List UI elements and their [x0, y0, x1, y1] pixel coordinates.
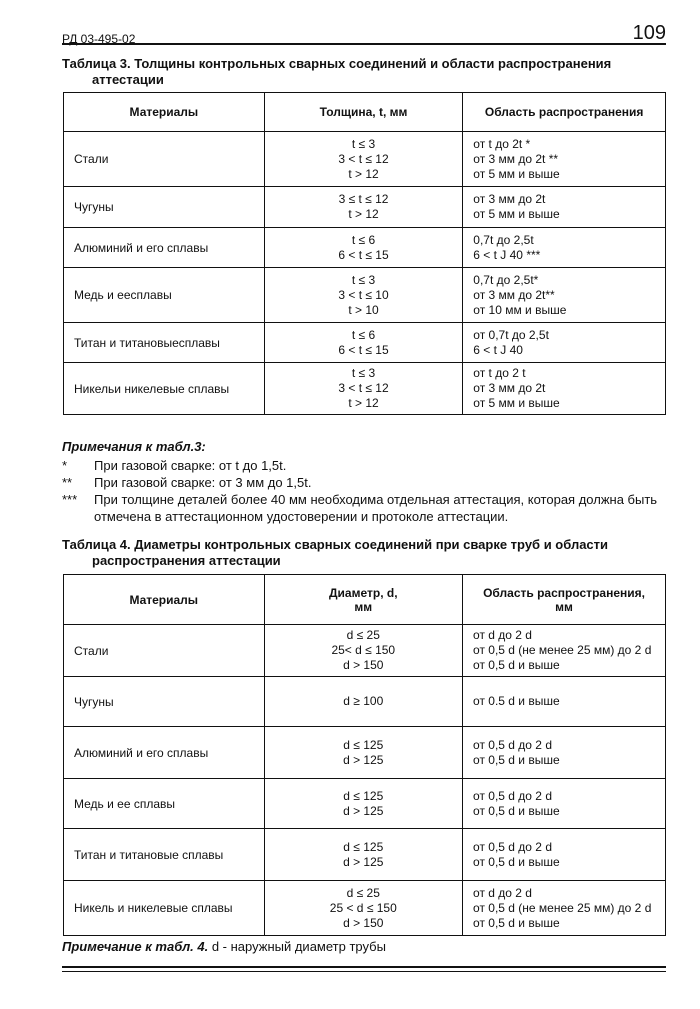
area-cell-line: от 3 мм до 2t ** — [473, 151, 559, 166]
col-header-area — [463, 575, 666, 625]
table3-notes — [62, 438, 666, 525]
diameter-cell-line: d ≤ 25 — [346, 885, 380, 900]
table4-note-text: d - наружный диаметр трубы — [208, 939, 386, 954]
diameter-cell — [264, 829, 463, 881]
area-cell — [463, 677, 666, 727]
table-row — [64, 881, 666, 936]
area-cell-line: 0,7t до 2,5t — [473, 232, 534, 247]
area-cell-line: 6 < t J 40 — [473, 342, 523, 357]
table3 — [63, 92, 666, 415]
table-row — [64, 363, 666, 415]
area-cell-line: от 0,5 d до 2 d — [473, 737, 552, 752]
table-row — [64, 187, 666, 228]
diameter-cell-line: 25 < d ≤ 150 — [329, 900, 397, 915]
table4-caption-line2: распространения аттестации — [92, 553, 281, 568]
material-cell: Медь и ее сплавы — [64, 779, 265, 829]
area-cell-line: от 0,5 d до 2 d — [473, 788, 552, 803]
thickness-cell-line: 6 < t ≤ 15 — [338, 342, 389, 357]
thickness-cell — [264, 268, 463, 323]
table-row — [64, 727, 666, 779]
table3-caption — [62, 56, 666, 88]
note-text: При газовой сварке: от 3 мм до 1,5t. — [94, 475, 312, 490]
diameter-cell-line: d > 125 — [343, 803, 384, 818]
col-header-area: Область распространения — [463, 93, 666, 132]
table3-caption-line2: аттестации — [92, 72, 164, 87]
diameter-cell-line: d > 125 — [343, 752, 384, 767]
diameter-cell — [264, 625, 463, 677]
table-row — [64, 829, 666, 881]
area-cell-line: от t до 2t * — [473, 136, 531, 151]
note-text: При газовой сварке: от t до 1,5t. — [94, 458, 287, 473]
thickness-cell-line: t > 12 — [348, 166, 379, 181]
thickness-cell-line: t ≤ 6 — [351, 327, 376, 342]
header-text: Область распространения, — [483, 585, 645, 600]
thickness-cell-line: 3 < t ≤ 10 — [338, 287, 389, 302]
col-header-thickness: Толщина, t, мм — [264, 93, 463, 132]
material-cell: Медь и ееcплавы — [64, 268, 265, 323]
col-header-materials — [64, 575, 265, 625]
diameter-cell-line: d > 150 — [343, 658, 384, 672]
area-cell-line: от 5 мм и выше — [473, 396, 560, 410]
material-cell: Чугуны — [64, 677, 265, 727]
area-cell-line: от t до 2 t — [473, 366, 526, 380]
note-item — [62, 457, 666, 474]
table-row — [64, 228, 666, 268]
header-text: Диаметр, d, — [329, 585, 398, 600]
note-item — [62, 491, 666, 525]
diameter-cell-line: d ≤ 125 — [343, 839, 384, 854]
footer-rule — [62, 971, 666, 972]
thickness-cell-line: 3 ≤ t ≤ 12 — [338, 192, 389, 206]
area-cell-line: от 5 мм и выше — [473, 207, 560, 221]
area-cell — [463, 363, 666, 415]
thickness-cell — [264, 323, 463, 363]
thickness-cell-line: t ≤ 6 — [351, 232, 376, 247]
area-cell-line: от 0,5 d (не менее 25 мм) до 2 d — [473, 643, 652, 657]
thickness-cell-line: t ≤ 3 — [351, 366, 376, 380]
area-cell-line: от 0,5 d (не менее 25 мм) до 2 d — [473, 900, 652, 915]
diameter-cell — [264, 881, 463, 936]
table-row — [64, 677, 666, 727]
table4-caption — [62, 537, 666, 569]
table-row — [64, 132, 666, 187]
area-cell — [463, 132, 666, 187]
note-item — [62, 474, 666, 491]
col-header-materials: Материалы — [64, 93, 265, 132]
thickness-cell-line: t > 12 — [348, 396, 379, 410]
area-cell-line: от 0,7t до 2,5t — [473, 327, 549, 342]
header-text: Материалы — [129, 592, 199, 607]
thickness-cell — [264, 363, 463, 415]
table4 — [63, 574, 666, 936]
area-cell-line: от 0,5 d и выше — [473, 752, 560, 767]
area-cell — [463, 323, 666, 363]
material-cell: Титан и титановыесплавы — [64, 323, 265, 363]
area-cell — [463, 228, 666, 268]
area-cell-line: от 3 мм до 2t — [473, 192, 546, 206]
material-cell: Чугуны — [64, 187, 265, 228]
area-cell-line: от 10 мм и выше — [473, 302, 567, 317]
table-row — [64, 625, 666, 677]
document-code: РД 03-495-02 — [62, 32, 136, 46]
col-header-diameter — [264, 575, 463, 625]
area-cell-line: от 0,5 d и выше — [473, 803, 560, 818]
thickness-cell-line: 3 < t ≤ 12 — [338, 151, 389, 166]
thickness-cell-line: 6 < t ≤ 15 — [338, 247, 389, 262]
material-cell: Алюминий и его сплавы — [64, 228, 265, 268]
table3-caption-line1: Таблица 3. Толщины контрольных сварных соединений и области распространения — [62, 56, 612, 71]
table-row — [64, 323, 666, 363]
table3-header-row — [64, 93, 666, 132]
note-mark: *** — [62, 492, 78, 507]
area-cell-line: от 0,5 d и выше — [473, 915, 560, 930]
thickness-cell-line: t > 10 — [348, 302, 379, 317]
table4-caption-line1: Таблица 4. Диаметры контрольных сварных соединений при сварке труб и области — [62, 537, 609, 552]
note-text: При толщине деталей более 40 мм необходима отдельная аттестация, которая должна быть отмечена в аттестационном удостоверении и протоколе аттестации. — [94, 492, 658, 524]
diameter-cell-line: d ≥ 100 — [343, 694, 384, 708]
area-cell — [463, 779, 666, 829]
area-cell — [463, 881, 666, 936]
material-cell: Алюминий и его сплавы — [64, 727, 265, 779]
thickness-cell-line: t ≤ 3 — [351, 136, 376, 151]
area-cell — [463, 187, 666, 228]
diameter-cell-line: d > 150 — [343, 915, 384, 930]
material-cell: Титан и титановые сплавы — [64, 829, 265, 881]
area-cell-line: 0,7t до 2,5t* — [473, 272, 539, 287]
area-cell-line: 6 < t J 40 *** — [473, 247, 541, 262]
diameter-cell-line: 25< d ≤ 150 — [331, 643, 396, 657]
header-rule — [62, 43, 666, 45]
area-cell-line: от 0.5 d и выше — [473, 694, 560, 708]
header-text: мм — [555, 599, 573, 614]
note-mark: ** — [62, 475, 73, 490]
footer-rule — [62, 966, 666, 968]
material-cell: Стали — [64, 625, 265, 677]
header-text: мм — [354, 599, 373, 614]
area-cell — [463, 727, 666, 779]
area-cell-line: от 5 мм и выше — [473, 166, 560, 181]
table4-note-label: Примечание к табл. 4. — [62, 939, 209, 954]
table4-header-row — [64, 575, 666, 625]
material-cell: Никельи никелевые сплавы — [64, 363, 265, 415]
table-row — [64, 779, 666, 829]
diameter-cell-line: d ≤ 125 — [343, 788, 384, 803]
area-cell-line: от 0,5 d и выше — [473, 854, 560, 869]
thickness-cell — [264, 132, 463, 187]
area-cell-line: от 3 мм до 2t** — [473, 287, 555, 302]
notes-title: Примечания к табл.3: — [62, 439, 206, 454]
area-cell — [463, 625, 666, 677]
thickness-cell — [264, 228, 463, 268]
area-cell-line: от 0,5 d и выше — [473, 658, 560, 672]
table4-note — [62, 939, 386, 954]
diameter-cell-line: d ≤ 125 — [343, 737, 384, 752]
thickness-cell — [264, 187, 463, 228]
diameter-cell — [264, 779, 463, 829]
diameter-cell-line: d > 125 — [343, 854, 384, 869]
area-cell-line: от d до 2 d — [473, 628, 532, 642]
page-number: 109 — [632, 22, 666, 44]
area-cell-line: от 3 мм до 2t — [473, 381, 546, 395]
area-cell — [463, 268, 666, 323]
note-mark: * — [62, 458, 68, 473]
material-cell: Никель и никелевые сплавы — [64, 881, 265, 936]
area-cell-line: от 0,5 d до 2 d — [473, 839, 552, 854]
area-cell — [463, 829, 666, 881]
thickness-cell-line: t > 12 — [348, 207, 379, 221]
table-row — [64, 268, 666, 323]
diameter-cell — [264, 727, 463, 779]
diameter-cell-line: d ≤ 25 — [346, 628, 380, 642]
material-cell: Стали — [64, 132, 265, 187]
thickness-cell-line: t ≤ 3 — [351, 272, 376, 287]
area-cell-line: от d до 2 d — [473, 885, 532, 900]
thickness-cell-line: 3 < t ≤ 12 — [338, 381, 389, 395]
diameter-cell — [264, 677, 463, 727]
